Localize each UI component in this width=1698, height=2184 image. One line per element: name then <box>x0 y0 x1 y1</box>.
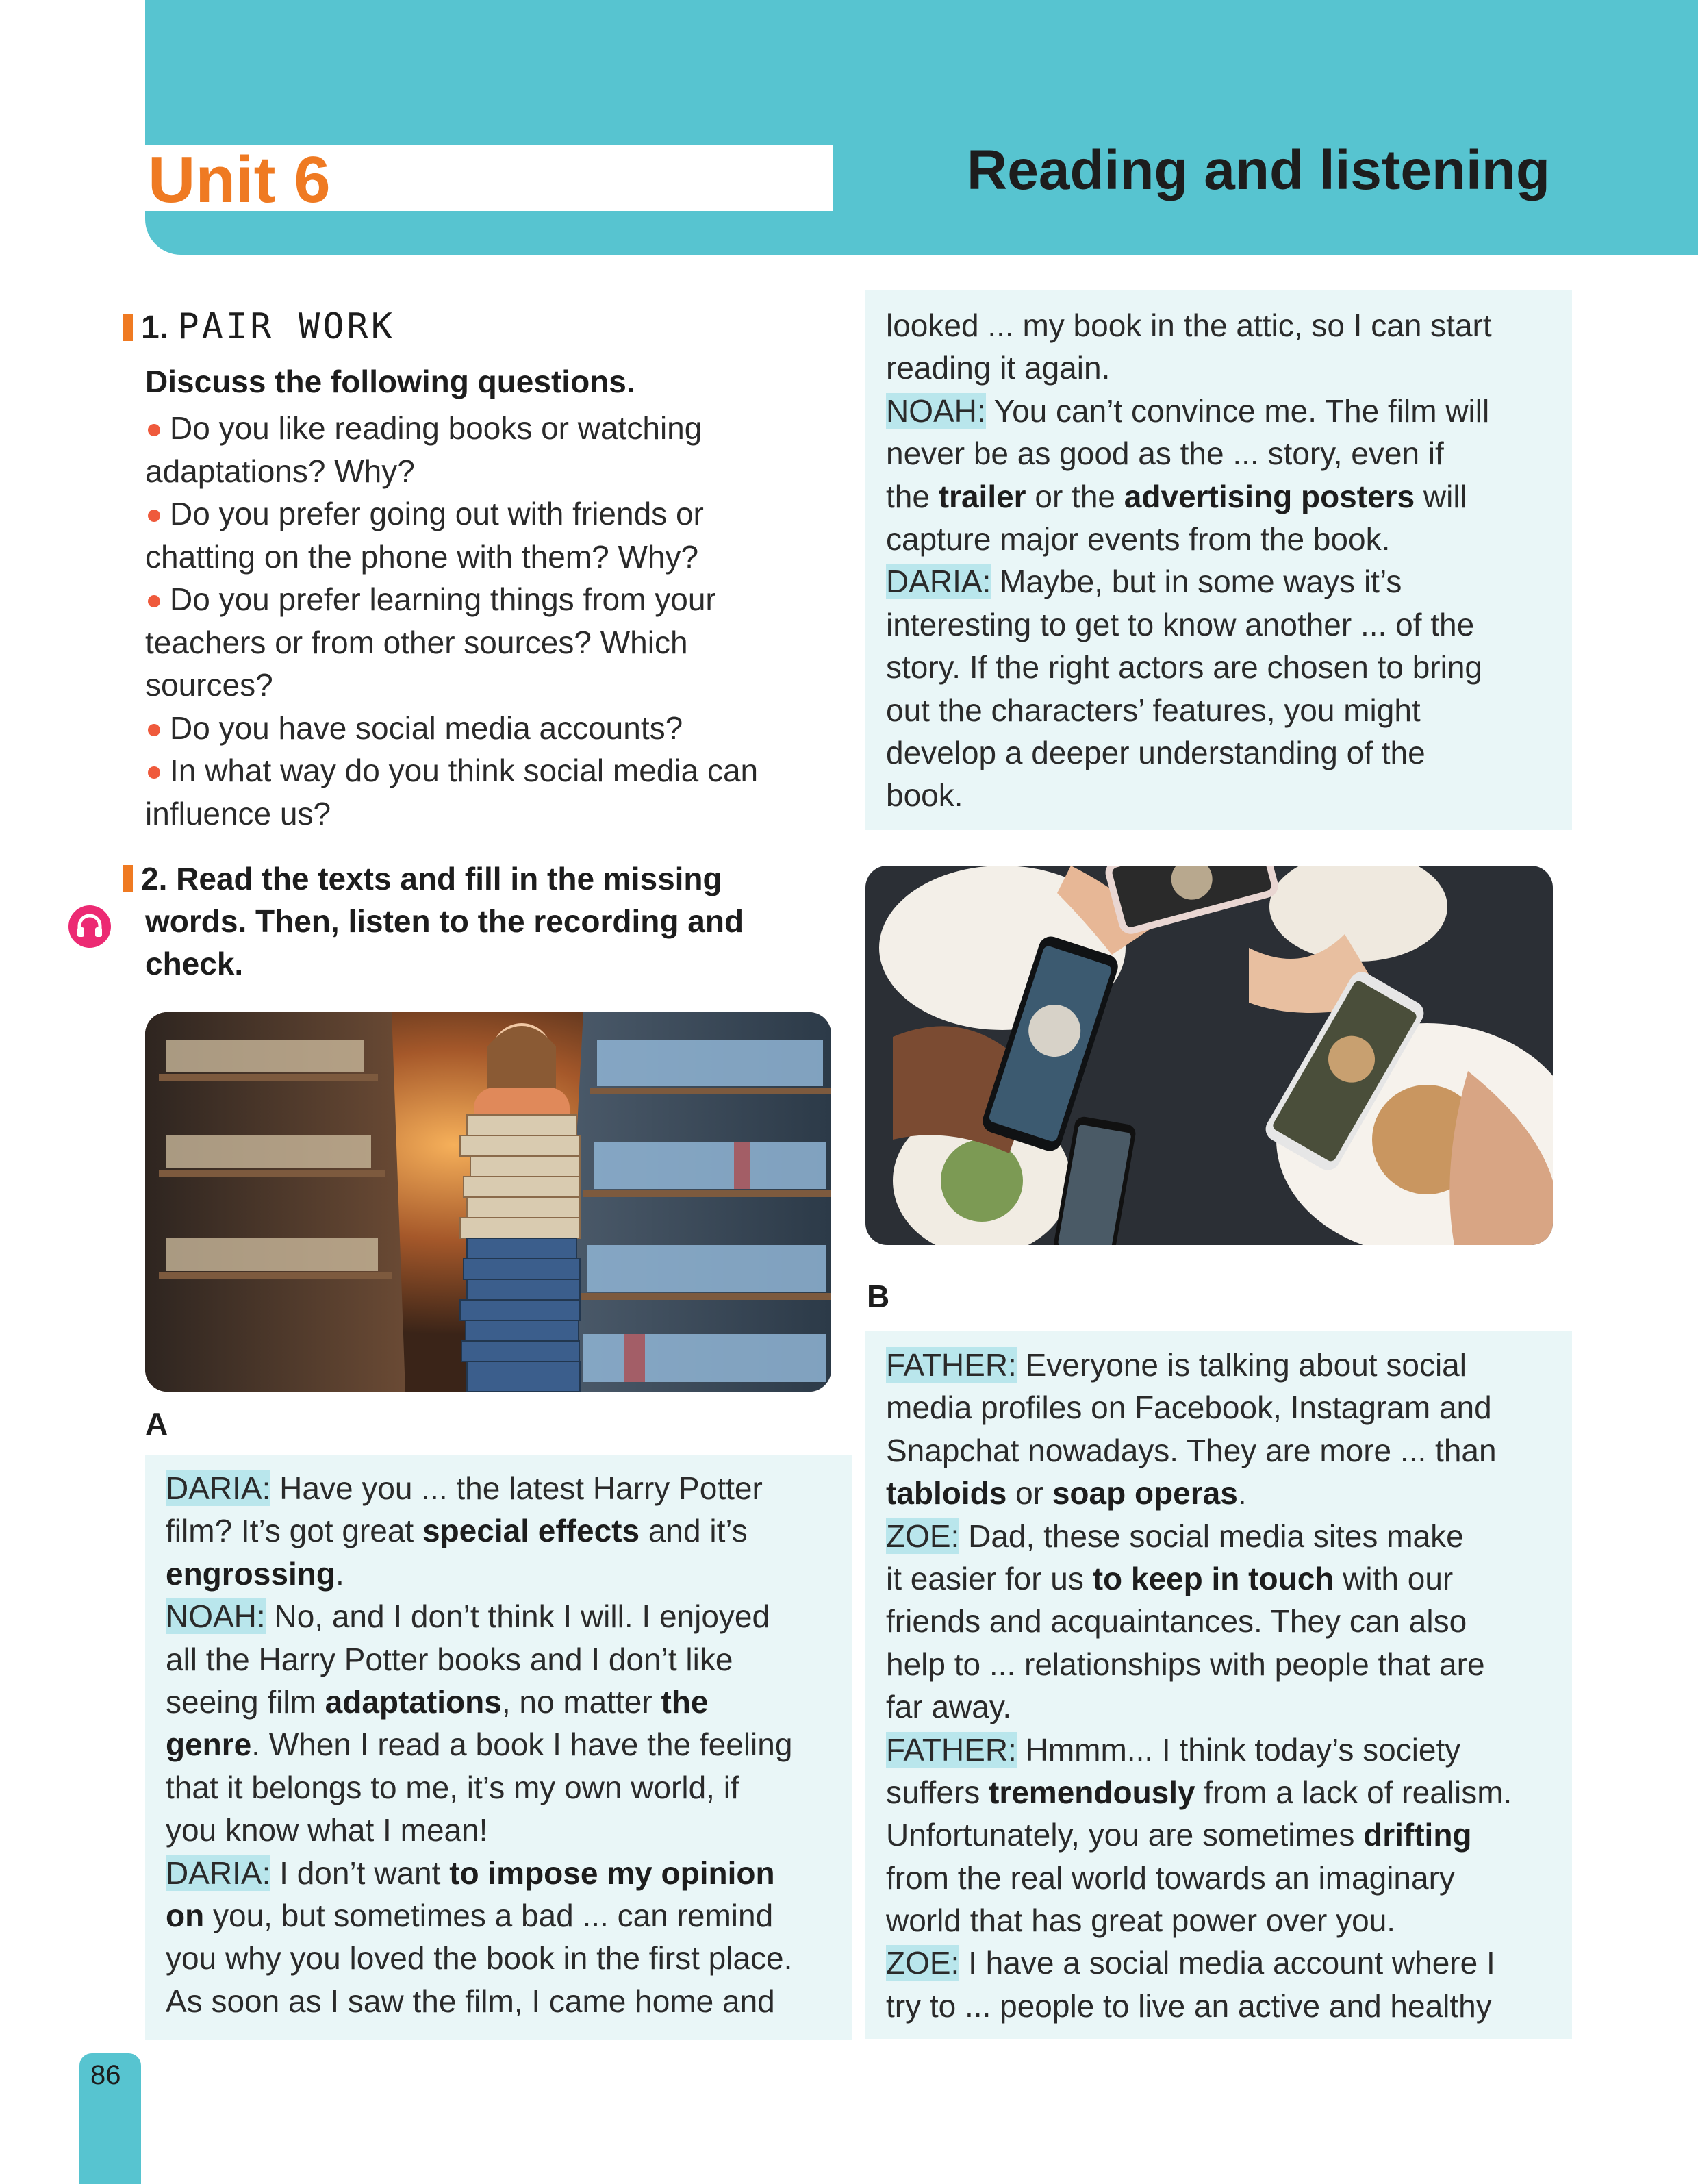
dialog-text: interesting to get to know another ... of the <box>886 606 1475 642</box>
dialog-text: Maybe, but in some ways it’s <box>991 564 1402 600</box>
dialog-text: Dad, these social media sites make <box>959 1518 1464 1554</box>
dialog-line <box>886 1899 1551 1942</box>
dialog-text: I have a social media account where I <box>959 1945 1495 1981</box>
dialog-text: Hmmm... I think today’s society <box>1016 1731 1461 1768</box>
dialog-text: story. If the right actors are chosen to bring <box>886 649 1483 686</box>
dialog-text: you, but sometimes a bad ... can remind <box>204 1897 774 1933</box>
key-phrase: tremendously <box>989 1774 1195 1810</box>
dialog-line <box>886 1472 1551 1514</box>
dialog-text: from a lack of realism. <box>1195 1774 1512 1810</box>
speaker-name: NOAH: <box>166 1598 266 1635</box>
exercise-number: 2. <box>141 861 168 896</box>
dialog-line <box>886 390 1551 432</box>
phones-photo <box>865 866 1553 1245</box>
dialog-line <box>886 1685 1551 1728</box>
dialog-text: . <box>1237 1475 1247 1511</box>
dialog-text: Have you ... the latest Harry Potter <box>270 1470 763 1506</box>
library-photo <box>145 1012 831 1392</box>
dialog-line <box>886 689 1551 731</box>
question-line <box>145 749 830 792</box>
dialog-text: you know what I mean! <box>166 1812 488 1848</box>
exercise-2-line <box>123 857 815 900</box>
dialog-text: Everyone is talking about social <box>1016 1347 1467 1383</box>
dialog-text: never be as good as the ... story, even if <box>886 436 1444 472</box>
dialog-text: will <box>1415 478 1467 514</box>
key-phrase: drifting <box>1363 1817 1472 1853</box>
dialog-text: reading it again. <box>886 350 1111 386</box>
dialog-text: friends and acquaintances. They can also <box>886 1603 1467 1640</box>
dialog-line <box>886 774 1551 816</box>
text-a-dialog-continued <box>865 290 1572 830</box>
heading-marker <box>123 314 133 341</box>
exercise-2-text: Read the texts and fill in the missing <box>176 861 722 896</box>
text-a-dialog <box>145 1455 852 2040</box>
exercise-title: PAIR WORK <box>177 306 396 347</box>
dialog-text: Snapchat nowadays. They are more ... than <box>886 1432 1497 1468</box>
key-phrase: soap operas <box>1052 1475 1238 1511</box>
dialog-text: all the Harry Potter books and I don’t like <box>166 1641 733 1677</box>
dialog-line <box>886 1557 1551 1600</box>
dialog-line <box>886 731 1551 774</box>
dialog-text: seeing film <box>166 1683 325 1720</box>
question-text: chatting on the phone with them? Why? <box>145 538 699 575</box>
dialog-text: book. <box>886 777 963 814</box>
dialog-text: world that has great power over you. <box>886 1903 1396 1939</box>
dialog-line <box>886 646 1551 688</box>
question-line <box>145 664 830 707</box>
key-phrase: trailer <box>938 478 1026 514</box>
heading-marker <box>123 865 133 892</box>
dialog-text: far away. <box>886 1689 1012 1725</box>
key-phrase: to impose my opinion <box>449 1855 775 1891</box>
dialog-line <box>166 1553 831 1595</box>
key-phrase: engrossing <box>166 1555 335 1592</box>
key-phrase: adaptations <box>325 1683 502 1720</box>
key-phrase: tabloids <box>886 1475 1007 1511</box>
question-text: Do you like reading books or watching <box>170 410 702 446</box>
speaker-name: DARIA: <box>166 1470 271 1506</box>
dialog-text: looked ... my book in the attic, so I can start <box>886 307 1492 343</box>
key-phrase: special effects <box>422 1513 640 1549</box>
dialog-line <box>886 1771 1551 1813</box>
question-text: adaptations? Why? <box>145 453 415 489</box>
dialog-text: capture major events from the book. <box>886 520 1391 557</box>
exercise-2-line <box>123 900 815 942</box>
dialog-text: the <box>886 478 939 514</box>
exercise-2-text: check. <box>145 946 244 981</box>
headphones-icon[interactable] <box>68 905 111 948</box>
key-phrase: the <box>661 1683 709 1720</box>
key-phrase: to keep in touch <box>1092 1560 1334 1596</box>
question-list <box>145 407 830 835</box>
dialog-text: that it belongs to me, it’s my own world, if <box>166 1769 739 1805</box>
question-line <box>145 707 830 750</box>
dialog-line <box>166 1766 831 1809</box>
dialog-text: out the characters’ features, you might <box>886 692 1421 728</box>
dialog-line <box>166 1595 831 1637</box>
dialog-text: As soon as I saw the film, I came home and <box>166 1983 775 2019</box>
bullet-icon <box>148 766 160 779</box>
speaker-name: FATHER: <box>886 1731 1017 1768</box>
dialog-line <box>886 1429 1551 1472</box>
dialog-text: film? It’s got great <box>166 1513 422 1549</box>
key-phrase: advertising posters <box>1124 478 1415 514</box>
dialog-text: . When I read a book I have the feeling <box>251 1727 793 1763</box>
speaker-name: DARIA: <box>166 1855 271 1891</box>
question-line <box>145 536 830 579</box>
dialog-text: it easier for us <box>886 1560 1093 1596</box>
question-line <box>145 792 830 836</box>
speaker-name: ZOE: <box>886 1945 960 1981</box>
dialog-text: you why you loved the book in the first place. <box>166 1940 793 1976</box>
exercise-2-line <box>123 942 815 985</box>
question-text: Do you have social media accounts? <box>170 710 683 746</box>
speaker-name: FATHER: <box>886 1347 1017 1383</box>
dialog-text: help to ... relationships with people that are <box>886 1646 1485 1682</box>
text-b-label: B <box>867 1279 890 1314</box>
dialog-line <box>886 304 1551 347</box>
dialog-text: develop a deeper understanding of the <box>886 734 1425 770</box>
page-number: 86 <box>90 2060 121 2090</box>
dialog-text: media profiles on Facebook, Instagram and <box>886 1390 1492 1426</box>
exercise-2-heading <box>123 857 815 985</box>
section-title: Reading and listening <box>967 139 1550 201</box>
dialog-line <box>886 1942 1551 1984</box>
dialog-line <box>886 1386 1551 1429</box>
dialog-line <box>166 1809 831 1851</box>
dialog-line <box>166 1681 831 1723</box>
dialog-line <box>886 560 1551 603</box>
dialog-line <box>886 1344 1551 1386</box>
dialog-text: Unfortunately, you are sometimes <box>886 1817 1364 1853</box>
key-phrase: genre <box>166 1727 252 1763</box>
question-text: influence us? <box>145 795 331 831</box>
dialog-line <box>166 1937 831 1979</box>
dialog-line <box>886 1857 1551 1899</box>
dialog-text: suffers <box>886 1774 989 1810</box>
dialog-text: try to ... people to live an active and healthy <box>886 1987 1492 2024</box>
dialog-line <box>886 603 1551 646</box>
unit-title: Unit 6 <box>148 143 331 216</box>
speaker-name: DARIA: <box>886 564 991 600</box>
exercise-1-instruction: Discuss the following questions. <box>145 364 635 399</box>
dialog-text: with our <box>1334 1560 1454 1596</box>
dialog-line <box>886 518 1551 560</box>
dialog-line <box>886 347 1551 389</box>
dialog-line <box>166 1467 831 1509</box>
dialog-line <box>886 1813 1551 1856</box>
dialog-text: You can’t convince me. The film will <box>985 392 1490 429</box>
question-line <box>145 578 830 621</box>
question-text: Do you prefer learning things from your <box>170 581 716 617</box>
question-line <box>145 407 830 450</box>
dialog-text: and it’s <box>639 1513 748 1549</box>
question-line <box>145 450 830 493</box>
dialog-text: No, and I don’t think I will. I enjoyed <box>265 1598 770 1635</box>
dialog-line <box>166 1980 831 2022</box>
dialog-line <box>166 1894 831 1937</box>
bullet-icon <box>148 424 160 436</box>
dialog-text: or <box>1006 1475 1052 1511</box>
dialog-text: from the real world towards an imaginary <box>886 1859 1455 1896</box>
question-text: teachers or from other sources? Which <box>145 624 688 660</box>
bullet-icon <box>148 595 160 607</box>
exercise-number: 1. <box>141 310 169 346</box>
question-text: sources? <box>145 667 273 703</box>
speaker-name: NOAH: <box>886 392 986 429</box>
question-line <box>145 621 830 664</box>
dialog-text: I don’t want <box>270 1855 450 1891</box>
dialog-line <box>886 1643 1551 1685</box>
question-text: In what way do you think social media can <box>170 753 759 788</box>
dialog-line <box>886 475 1551 518</box>
question-text: Do you prefer going out with friends or <box>170 496 704 531</box>
bullet-icon <box>148 724 160 736</box>
dialog-text: or the <box>1026 478 1124 514</box>
text-b-dialog <box>865 1331 1572 2039</box>
dialog-line <box>886 1600 1551 1642</box>
key-phrase: on <box>166 1897 205 1933</box>
dialog-line <box>886 1985 1551 2027</box>
header-band <box>145 0 1698 255</box>
dialog-line <box>886 1729 1551 1771</box>
bullet-icon <box>148 510 160 522</box>
dialog-line <box>166 1509 831 1552</box>
text-a-label: A <box>145 1406 168 1442</box>
dialog-text: . <box>335 1555 344 1592</box>
dialog-line <box>886 432 1551 475</box>
dialog-line <box>166 1852 831 1894</box>
dialog-line <box>166 1638 831 1681</box>
dialog-line <box>166 1723 831 1766</box>
question-line <box>145 492 830 536</box>
dialog-text: , no matter <box>501 1683 661 1720</box>
dialog-line <box>886 1515 1551 1557</box>
exercise-2-text: words. Then, listen to the recording and <box>145 903 744 939</box>
exercise-1-heading <box>123 305 395 349</box>
speaker-name: ZOE: <box>886 1518 960 1554</box>
